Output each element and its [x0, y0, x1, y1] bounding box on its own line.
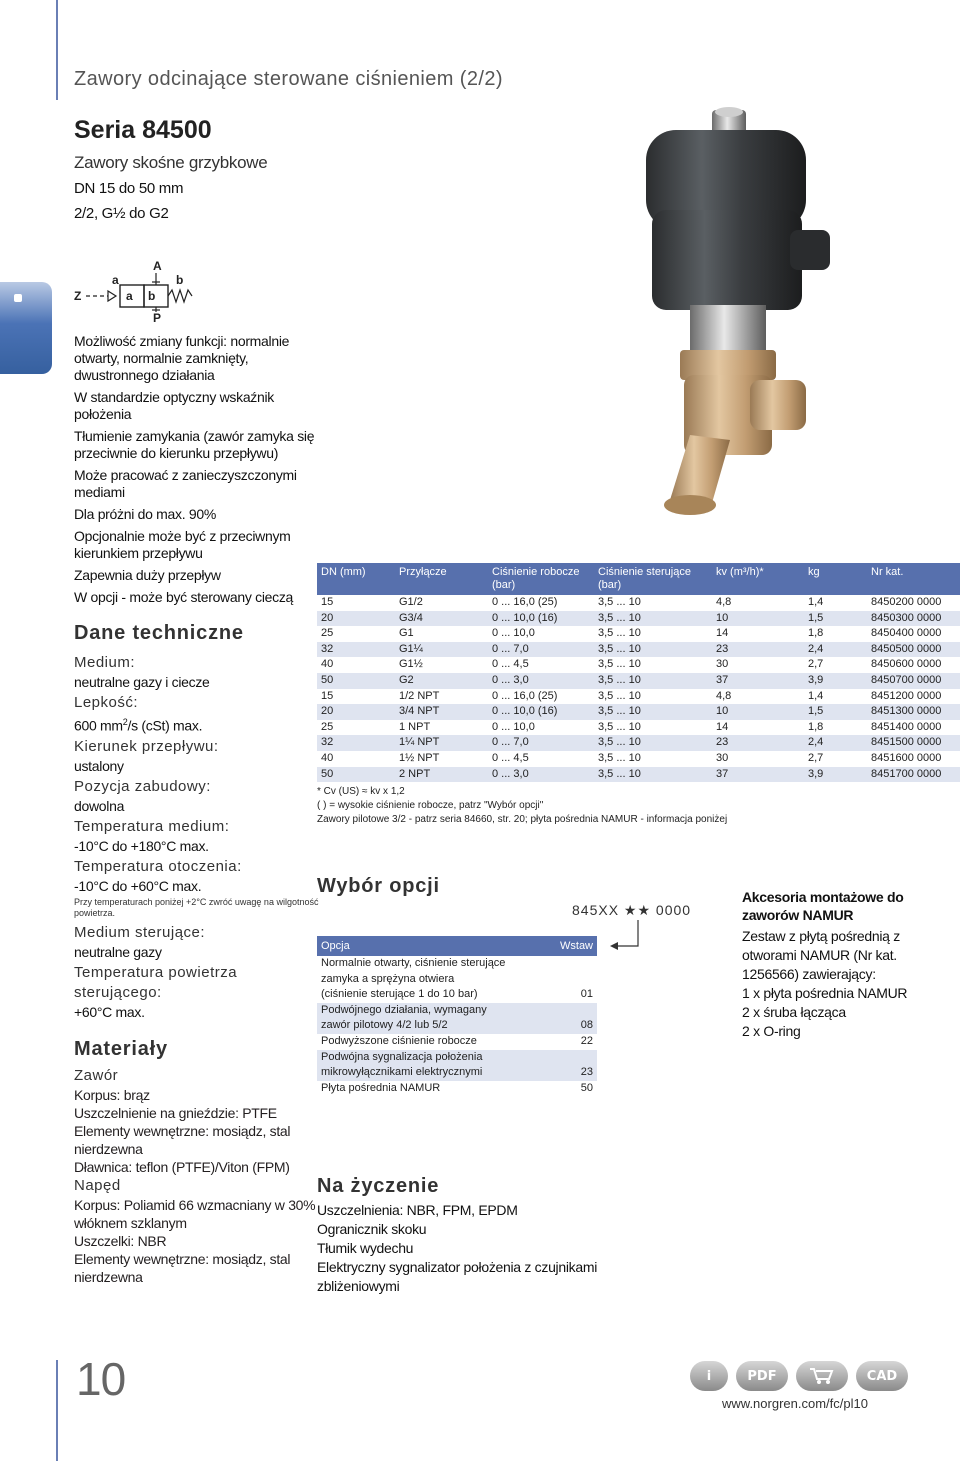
- material-item: Uszczelki: NBR: [74, 1233, 167, 1249]
- spec-table-body: [317, 595, 960, 782]
- accessories-block: [742, 888, 957, 1041]
- accessory-item: 2 x śruba łącząca: [742, 1004, 846, 1020]
- table-cell: G1/2: [399, 596, 423, 608]
- table-cell: 8450200 0000: [871, 596, 942, 608]
- table-cell: 3,9: [804, 767, 867, 783]
- table-cell: G1½: [399, 658, 423, 671]
- table-cell: 32: [317, 642, 395, 658]
- table-cell: 4,8: [716, 689, 732, 702]
- material-item: Korpus: Poliamid 66 wzmacniany w 30% włóknem szklanym: [74, 1197, 316, 1231]
- on-request-item: Uszczelnienia: NBR, FPM, EPDM: [317, 1202, 518, 1218]
- table-cell: 0 ... 4,5: [492, 751, 529, 764]
- table-cell: 10: [712, 611, 804, 627]
- viscosity-value: 600 $mm^2/s$ (cSt) max.: [74, 717, 203, 734]
- table-cell: 14: [716, 720, 729, 733]
- materials-title: Materiały: [74, 1038, 168, 1060]
- table-cell: 0 ... 10,0: [492, 627, 535, 640]
- table-row: [317, 611, 960, 627]
- table-cell: 4,8: [716, 596, 732, 608]
- spec-table: [317, 563, 960, 782]
- spec-note: * Cv (US) ≈ kv x 1,2: [317, 786, 405, 797]
- table-cell: 0 ... 4,5: [492, 658, 529, 671]
- option-code-cell: [548, 956, 597, 972]
- table-cell: 30: [716, 658, 729, 671]
- table-cell: 3,5 ... 10: [598, 720, 641, 733]
- series-ports: 2/2, G½ do G2: [74, 205, 169, 222]
- table-cell: 0 ... 10,0 (16): [488, 704, 594, 720]
- feature-item: Tłumienie zamykania (zawór zamyka się przeciwnie do kierunku przepływu): [74, 428, 315, 461]
- valve-symbol-diagram: [74, 258, 204, 322]
- table-cell: 2,7: [808, 751, 824, 764]
- medium-temp-label: Temperatura medium:: [74, 817, 230, 835]
- option-row: [317, 1034, 597, 1050]
- table-cell: 10: [712, 704, 804, 720]
- table-cell: 23: [712, 642, 804, 658]
- feature-item: Może pracować z zanieczyszczonymi mediami: [74, 467, 297, 500]
- option-text: Podwójna sygnalizacja położenia: [317, 1050, 548, 1066]
- option-row: [317, 1018, 597, 1034]
- table-row: [317, 642, 960, 658]
- symbol-label-P: P: [153, 311, 162, 322]
- table-row: [317, 673, 960, 689]
- material-item: Elementy wewnętrzne: mosiądz, stal nierdzewna: [74, 1251, 291, 1285]
- option-code-cell: [548, 1050, 597, 1066]
- table-cell: G1: [399, 627, 414, 640]
- control-air-temp-value: +60°C max.: [74, 1003, 145, 1020]
- feature-item: W standardzie optyczny wskaźnik położenia: [74, 389, 275, 422]
- option-text: Normalnie otwarty, ciśnienie sterujące: [321, 957, 506, 969]
- table-cell: 8451500 0000: [867, 735, 960, 751]
- option-text: zamyka a sprężyna otwiera: [321, 972, 455, 985]
- table-cell: 3,5 ... 10: [594, 735, 712, 751]
- flow-direction-label: Kierunek przepływu:: [74, 737, 219, 755]
- table-cell: 40: [321, 658, 334, 671]
- table-cell: 0 ... 10,0: [492, 720, 535, 733]
- table-cell: 15: [321, 689, 334, 702]
- col-header: Przyłącze: [395, 563, 488, 595]
- on-request-list: [317, 1201, 617, 1296]
- table-cell: 1/2 NPT: [399, 689, 440, 702]
- drive-materials-label: Napęd: [74, 1177, 121, 1194]
- table-row: [317, 767, 960, 783]
- medium-temp-value: -10°C do +180°C max.: [74, 837, 209, 854]
- table-cell: 8450400 0000: [871, 627, 942, 640]
- table-cell: 1¼ NPT: [395, 735, 488, 751]
- table-row: [317, 626, 960, 642]
- option-row: [317, 1003, 597, 1019]
- control-medium-label: Medium sterujące:: [74, 923, 206, 941]
- on-request-item: Ogranicznik skoku: [317, 1221, 427, 1237]
- table-cell: 8450500 0000: [867, 642, 960, 658]
- option-text: (ciśnienie sterujące 1 do 10 bar): [321, 988, 478, 1001]
- cad-icon[interactable]: CAD: [856, 1361, 908, 1391]
- col-header: Ciśnienie robocze (bar): [488, 563, 594, 595]
- on-request-item: Elektryczny sygnalizator położenia z czujnikami zbliżeniowymi: [317, 1259, 598, 1294]
- table-cell: 20: [317, 611, 395, 627]
- option-row: [317, 956, 597, 972]
- feature-item: Możliwość zmiany funkcji: normalnie otwarty, normalnie zamknięty, dwustronnego działania: [74, 333, 290, 383]
- table-cell: 0 ... 16,0 (25): [492, 596, 558, 608]
- table-cell: G3/4: [395, 611, 488, 627]
- table-cell: 3,5 ... 10: [594, 642, 712, 658]
- on-request-item: Tłumik wydechu: [317, 1240, 414, 1256]
- symbol-label-a-box: a: [126, 289, 133, 303]
- symbol-label-a-top: a: [112, 273, 119, 287]
- feature-item: W opcji - może być sterowany cieczą: [74, 589, 294, 605]
- option-row: [317, 972, 597, 988]
- table-cell: 3,5 ... 10: [594, 673, 712, 689]
- table-cell: 1½ NPT: [399, 751, 440, 764]
- footer-icons: [690, 1361, 908, 1391]
- option-col-header: Opcja: [317, 936, 548, 956]
- accessories-intro: Zestaw z płytą pośrednią z otworami NAMUR (Nr kat. 1256566) zawierający:: [742, 928, 900, 982]
- table-cell: 3/4 NPT: [395, 704, 488, 720]
- table-cell: 8450300 0000: [867, 611, 960, 627]
- table-cell: 8451400 0000: [871, 720, 942, 733]
- table-cell: 8451700 0000: [867, 767, 960, 783]
- option-arrow-icon: [610, 918, 640, 954]
- table-cell: 25: [321, 720, 334, 733]
- table-cell: 0 ... 10,0 (16): [488, 611, 594, 627]
- table-cell: 37: [712, 767, 804, 783]
- features-list: [74, 333, 324, 611]
- info-icon[interactable]: i: [690, 1361, 728, 1391]
- table-cell: 0 ... 3,0: [488, 673, 594, 689]
- symbol-label-b-box: b: [148, 289, 156, 303]
- materials-list: [74, 1066, 324, 1286]
- series-title: Seria 84500: [74, 116, 212, 144]
- table-cell: 2 NPT: [395, 767, 488, 783]
- side-tab-thumbnail: [0, 282, 52, 374]
- material-item: Uszczelnienie na gnieździe: PTFE: [74, 1105, 277, 1121]
- col-header: Ciśnienie sterujące (bar): [594, 563, 712, 595]
- col-header: Nr kat.: [867, 563, 960, 595]
- valve-materials-label: Zawór: [74, 1067, 119, 1084]
- table-cell: 1,8: [808, 627, 824, 640]
- option-text: Podwójnego działania, wymagany: [317, 1003, 548, 1019]
- insert-col-header: Wstaw: [548, 936, 597, 956]
- flow-direction-value: ustalony: [74, 757, 124, 774]
- table-cell: 3,5 ... 10: [594, 611, 712, 627]
- material-item: Dławnica: teflon (PTFE)/Viton (FPM): [74, 1159, 290, 1175]
- options-table: [317, 936, 597, 1096]
- medium-label: Medium:: [74, 654, 136, 671]
- col-header: kv (m³/h)*: [712, 563, 804, 595]
- accessories-title: Akcesoria montażowe do zaworów NAMUR: [742, 889, 904, 923]
- control-air-temp-label: Temperatura powietrza sterującego:: [74, 963, 238, 1001]
- table-cell: 2,7: [808, 658, 824, 671]
- table-cell: 3,5 ... 10: [598, 596, 641, 608]
- spec-note: ( ) = wysokie ciśnienie robocze, patrz "Wybór opcji": [317, 800, 544, 811]
- table-cell: 8450700 0000: [867, 673, 960, 689]
- feature-item: Dla próżni do max. 90%: [74, 506, 217, 522]
- table-cell: G1¼: [395, 642, 488, 658]
- page-header-title: Zawory odcinające sterowane ciśnieniem (2/2): [74, 68, 503, 90]
- symbol-label-A: A: [153, 259, 162, 273]
- table-cell: 1,5: [804, 704, 867, 720]
- option-row: [317, 1050, 597, 1066]
- option-row: [317, 1065, 597, 1081]
- table-row: [317, 751, 960, 767]
- cart-icon[interactable]: [796, 1361, 848, 1391]
- table-cell: 8450600 0000: [871, 658, 942, 671]
- table-cell: 1,4: [808, 596, 824, 608]
- table-cell: 50: [317, 673, 395, 689]
- temp-note: Przy temperaturach poniżej +2°C zwróć uwagę na wilgotność powietrza.: [74, 896, 319, 918]
- ambient-temp-value: -10°C do +60°C max.: [74, 877, 202, 894]
- table-cell: 40: [321, 751, 334, 764]
- option-text: zawór pilotowy 4/2 lub 5/2: [317, 1018, 548, 1034]
- table-cell: 8451200 0000: [871, 689, 942, 702]
- feature-item: Zapewnia duży przepływ: [74, 567, 221, 583]
- viscosity-label: Lepkość:: [74, 694, 139, 711]
- table-cell: 30: [716, 751, 729, 764]
- table-cell: 23: [712, 735, 804, 751]
- table-cell: 25: [321, 627, 334, 640]
- table-cell: 0 ... 16,0 (25): [492, 689, 558, 702]
- product-photo: [600, 100, 830, 520]
- table-cell: 0 ... 7,0: [488, 642, 594, 658]
- table-cell: 3,5 ... 10: [594, 704, 712, 720]
- symbol-label-b-top: b: [176, 273, 184, 287]
- table-cell: 1,5: [804, 611, 867, 627]
- table-cell: 1 NPT: [399, 720, 431, 733]
- tech-data-title: Dane techniczne: [74, 622, 244, 644]
- pdf-icon[interactable]: PDF: [736, 1361, 788, 1391]
- table-cell: 37: [712, 673, 804, 689]
- table-cell: 0 ... 3,0: [488, 767, 594, 783]
- option-code-cell: 50: [580, 1081, 593, 1094]
- col-header: kg: [804, 563, 867, 595]
- option-row: [317, 1081, 597, 1097]
- option-code-cell: [548, 972, 597, 988]
- tech-data-list: [74, 651, 324, 1021]
- table-cell: G2: [395, 673, 488, 689]
- option-code-cell: [548, 1003, 597, 1019]
- spec-notes: [317, 785, 727, 827]
- option-code: 845XX ★★ 0000: [572, 902, 692, 918]
- mounting-label: Pozycja zabudowy:: [74, 777, 211, 795]
- table-cell: 20: [317, 704, 395, 720]
- col-header: DN (mm): [317, 563, 395, 595]
- footer-url[interactable]: www.norgren.com/fc/pl10: [722, 1396, 868, 1411]
- option-row: [317, 987, 597, 1003]
- option-code-cell: 22: [580, 1034, 593, 1047]
- medium-value: neutralne gazy i ciecze: [74, 674, 210, 690]
- table-row: [317, 595, 960, 611]
- table-row: [317, 735, 960, 751]
- option-code-cell: 23: [548, 1065, 597, 1081]
- options-title: Wybór opcji: [317, 875, 440, 897]
- table-cell: 3,9: [804, 673, 867, 689]
- series-size: DN 15 do 50 mm: [74, 180, 184, 197]
- table-row: [317, 704, 960, 720]
- top-vertical-rule: [56, 0, 58, 100]
- ambient-temp-label: Temperatura otoczenia:: [74, 857, 242, 875]
- table-cell: 0 ... 7,0: [488, 735, 594, 751]
- series-subtitle: Zawory skośne grzybkowe: [74, 153, 268, 172]
- table-cell: 1,4: [808, 689, 824, 702]
- option-text: Płyta pośrednia NAMUR: [321, 1081, 441, 1094]
- control-medium-value: neutralne gazy: [74, 943, 162, 960]
- on-request-title: Na życzenie: [317, 1175, 440, 1197]
- table-cell: 8451600 0000: [871, 751, 942, 764]
- table-cell: 32: [317, 735, 395, 751]
- mounting-value: dowolna: [74, 797, 125, 814]
- table-cell: 3,5 ... 10: [598, 689, 641, 702]
- table-cell: 50: [317, 767, 395, 783]
- feature-item: Opcjonalnie może być z przeciwnym kierunkiem przepływu: [74, 528, 291, 561]
- table-row: [317, 689, 960, 705]
- page-number: 10: [76, 1353, 126, 1405]
- table-row: [317, 657, 960, 673]
- table-cell: 3,5 ... 10: [594, 767, 712, 783]
- material-item: Elementy wewnętrzne: mosiądz, stal nierdzewna: [74, 1123, 291, 1157]
- table-cell: 1,8: [808, 720, 824, 733]
- option-text: mikrowyłącznikami elektrycznymi: [317, 1065, 548, 1081]
- option-code-cell: 08: [548, 1018, 597, 1034]
- options-table-body: [317, 956, 597, 1096]
- spec-note: Zawory pilotowe 3/2 - patrz seria 84660, str. 20; płyta pośrednia NAMUR - informacja poniżej: [317, 814, 728, 825]
- symbol-label-z: Z: [74, 289, 82, 303]
- table-cell: 14: [716, 627, 729, 640]
- table-cell: 8451300 0000: [867, 704, 960, 720]
- bottom-vertical-rule: [56, 1360, 58, 1461]
- material-item: Korpus: brąz: [74, 1087, 150, 1103]
- table-cell: 2,4: [804, 642, 867, 658]
- option-code-cell: 01: [580, 988, 593, 1001]
- table-cell: 15: [321, 596, 334, 608]
- table-cell: 2,4: [804, 735, 867, 751]
- table-cell: 3,5 ... 10: [598, 658, 641, 671]
- option-text: Podwyższone ciśnienie robocze: [321, 1034, 477, 1047]
- accessory-item: 1 x płyta pośrednia NAMUR: [742, 985, 908, 1001]
- table-cell: 3,5 ... 10: [598, 751, 641, 764]
- table-row: [317, 720, 960, 736]
- accessory-item: 2 x O-ring: [742, 1023, 801, 1039]
- table-cell: 3,5 ... 10: [598, 627, 641, 640]
